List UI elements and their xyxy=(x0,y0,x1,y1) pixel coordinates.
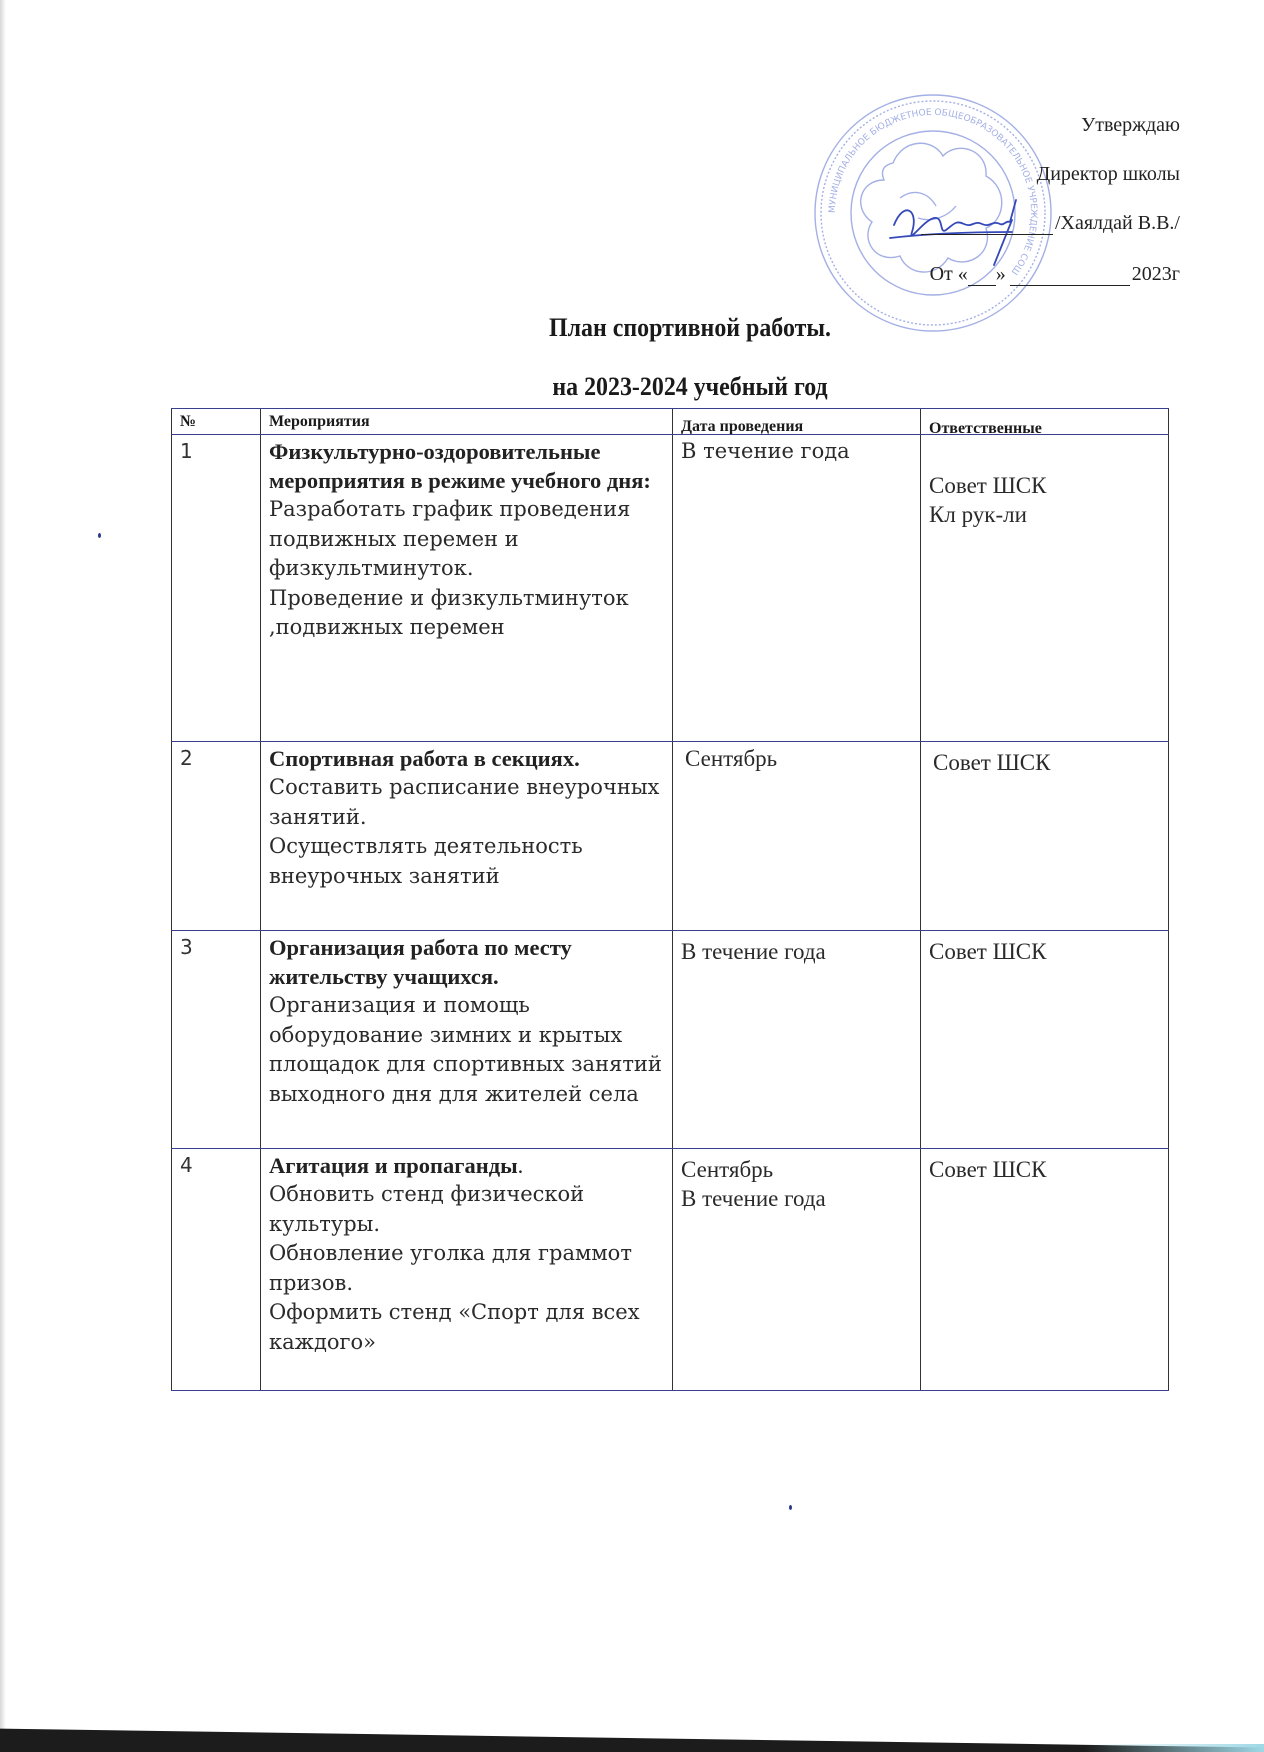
scan-edge-tint xyxy=(1084,1744,1264,1752)
month-blank xyxy=(1010,267,1130,286)
header-date: Дата проведения xyxy=(672,409,920,435)
responsible-cell xyxy=(920,931,1169,1149)
event-date: Сентябрь xyxy=(685,746,778,771)
event-description: Обновить стенд физической культуры. Обновление уголка для граммот призов. Оформить стенд «Спорт для всех каждого» xyxy=(269,1182,640,1354)
header-responsible: Ответственные xyxy=(920,409,1169,435)
signature-line xyxy=(921,214,1053,235)
table-header-row xyxy=(171,408,1169,435)
event-responsible: Совет ШСК Кл рук-ли xyxy=(929,473,1047,527)
event-cell xyxy=(260,931,672,1149)
event-description: Составить расписание внеурочных занятий. Осуществлять деятельность внеурочных занятий xyxy=(269,775,660,888)
approval-position: Директор школы xyxy=(1036,163,1180,185)
event-date: В течение года xyxy=(672,435,920,742)
event-title-line xyxy=(269,1151,672,1180)
event-cell xyxy=(260,742,672,931)
table-row xyxy=(171,1148,1169,1391)
responsible-cell xyxy=(920,742,1169,931)
table-row xyxy=(171,930,1169,1149)
event-title: Агитация и пропаганды xyxy=(269,1153,518,1178)
event-responsible: Совет ШСК xyxy=(929,939,1047,964)
date-cell xyxy=(672,931,920,1149)
event-responsible: Совет ШСК xyxy=(933,750,1051,775)
scan-speck xyxy=(789,1505,792,1510)
approval-heading: Утверждаю xyxy=(1081,114,1180,136)
row-number: 4 xyxy=(171,1149,260,1390)
table-row xyxy=(171,741,1169,931)
event-cell xyxy=(260,435,672,742)
responsible-cell xyxy=(920,435,1169,742)
date-cell xyxy=(672,1149,920,1390)
scan-speck xyxy=(98,533,101,538)
row-number: 1 xyxy=(171,435,260,742)
approval-date-year: 2023г xyxy=(1131,263,1180,285)
event-title-suffix: . xyxy=(517,1153,524,1178)
event-date: В течение года xyxy=(681,939,826,964)
scan-bottom-edge xyxy=(0,1722,1264,1752)
responsible-cell xyxy=(920,1149,1169,1390)
svg-text:МУНИЦИПАЛЬНОЕ БЮДЖЕТНОЕ ОБЩЕОБ: МУНИЦИПАЛЬНОЕ БЮДЖЕТНОЕ ОБЩЕОБРАЗОВАТЕЛЬНОЕ УЧРЕЖДЕНИЕ СОШ xyxy=(827,107,1039,277)
event-description: Организация и помощь оборудование зимних и крытых площадок для спортивных занятий выходного дня для жителей села xyxy=(269,993,662,1106)
event-responsible: Совет ШСК xyxy=(929,1157,1047,1182)
event-title: Физкультурно-оздоровительные мероприятия в режиме учебного дня: xyxy=(269,439,651,493)
row-number: 3 xyxy=(171,931,260,1149)
event-title: Организация работа по месту жительству учащихся. xyxy=(269,935,572,989)
document-subtitle: на 2023-2024 учебный год xyxy=(552,372,828,401)
header-number: № xyxy=(171,409,260,435)
date-cell xyxy=(672,742,920,931)
table-row xyxy=(171,434,1169,742)
approval-date-mid: » xyxy=(995,263,1006,285)
document-title: План спортивной работы. xyxy=(548,313,832,342)
approval-date-prefix: От « xyxy=(929,263,968,285)
event-title: Спортивная работа в секциях. xyxy=(269,746,580,771)
event-description: Разработать график проведения подвижных перемен и физкультминуток. Проведение и физкультминуток ,подвижных перемен xyxy=(269,497,631,639)
scan-shadow-left xyxy=(0,0,6,1752)
row-number: 2 xyxy=(171,742,260,931)
event-cell xyxy=(260,1149,672,1390)
header-events: Мероприятия xyxy=(260,409,672,435)
event-date: Сентябрь В течение года xyxy=(681,1157,826,1211)
approval-date-line xyxy=(930,263,1180,286)
approval-signatory-line xyxy=(921,212,1180,235)
approval-signatory: /Хаялдай В.В./ xyxy=(1054,212,1180,234)
day-blank xyxy=(968,267,996,286)
